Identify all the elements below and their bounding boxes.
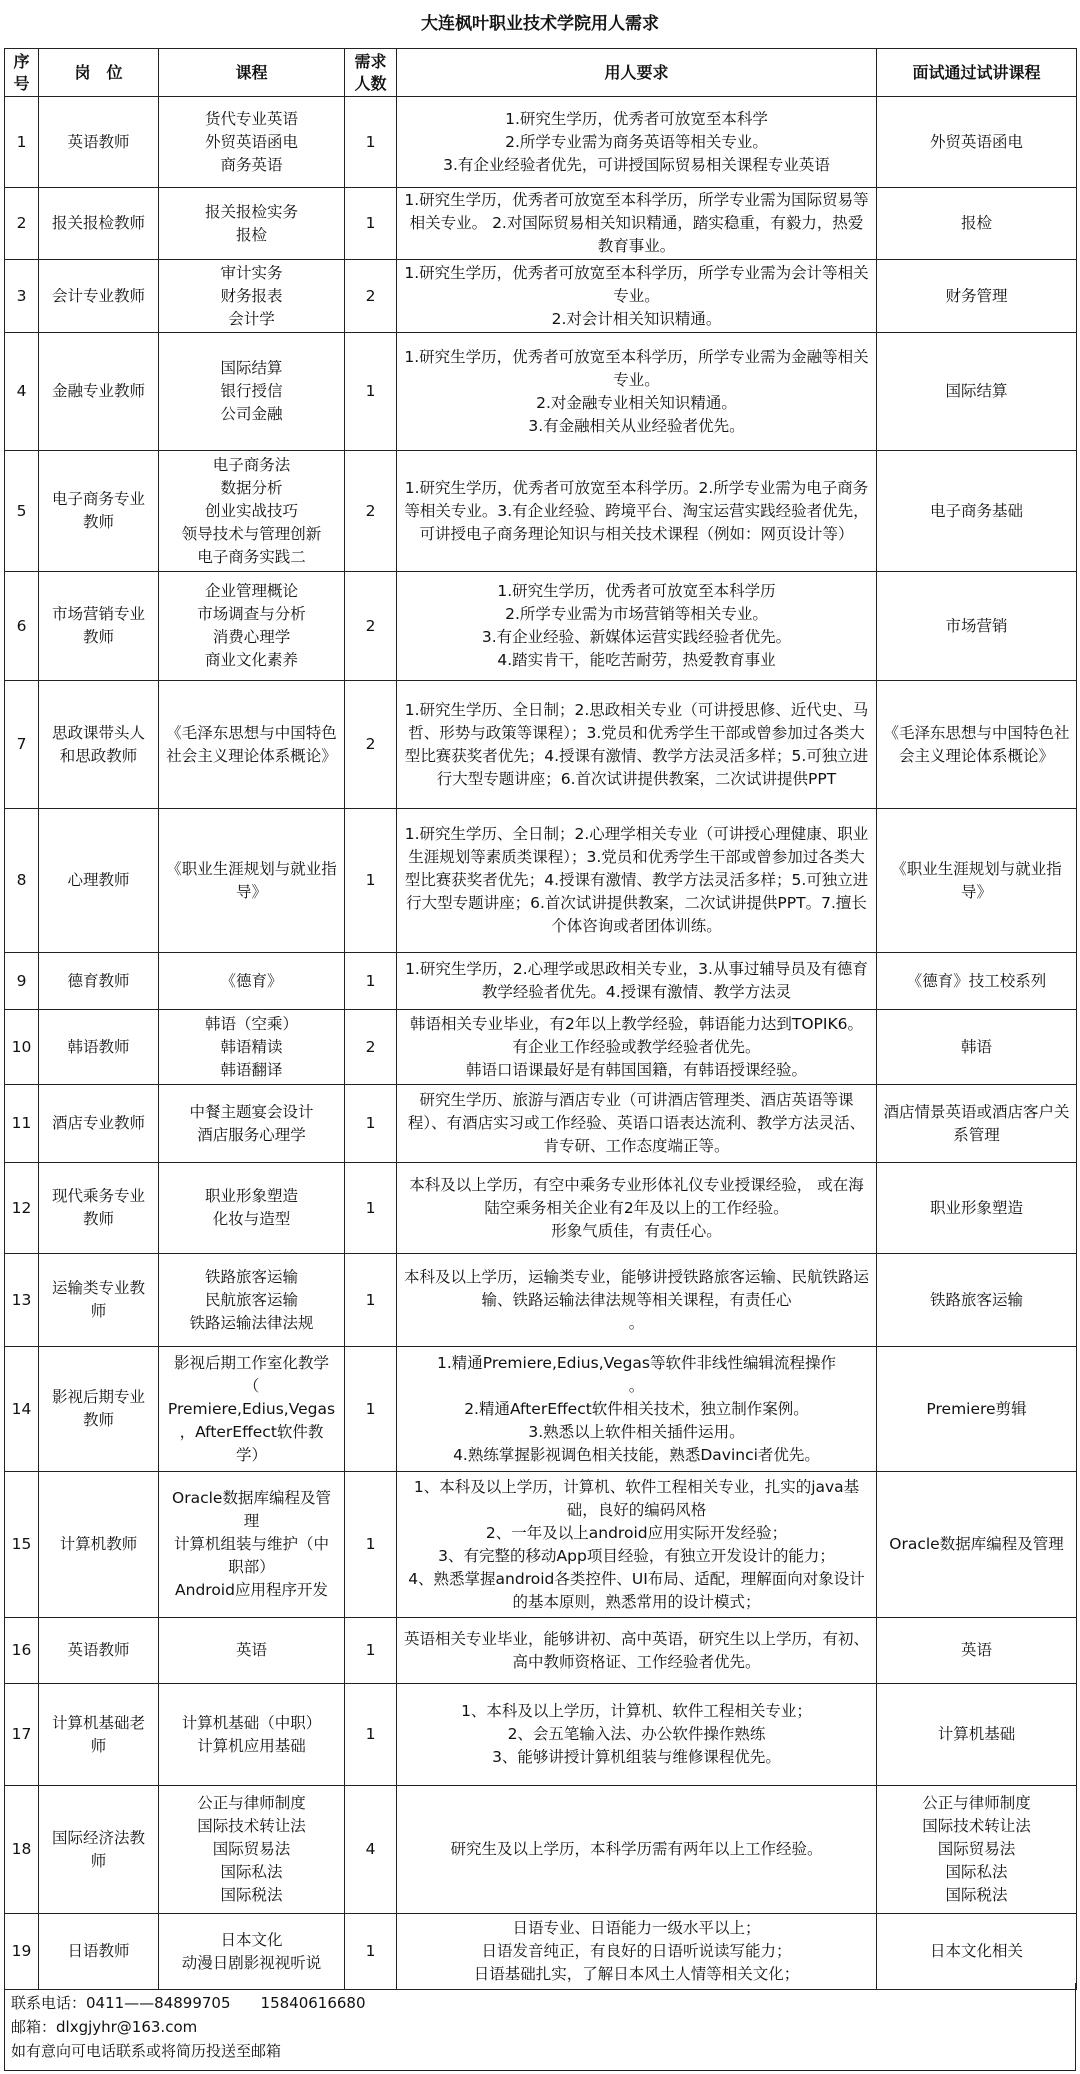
table-row bbox=[5, 1618, 1077, 1684]
table-row bbox=[5, 1472, 1077, 1618]
row-index: 4 bbox=[5, 333, 39, 451]
row-index: 8 bbox=[5, 809, 39, 953]
row-count: 1 bbox=[345, 953, 397, 1010]
row-courses: 影视后期工作室化教学 （ Premiere,Edius,Vegas ，AfterEffect软件教 学） bbox=[159, 1347, 345, 1472]
row-index: 18 bbox=[5, 1786, 39, 1914]
row-index: 11 bbox=[5, 1085, 39, 1163]
row-trial-course: 计算机基础 bbox=[877, 1684, 1077, 1786]
row-requirements: 1.研究生学历、全日制；2.心理学相关专业（可讲授心理健康、职业生涯规划等素质类课程）；3.党员和优秀学生干部或曾参加过各类大型比赛获奖者优先；4.授课有激情、教学方法灵活多样；5.可独立进行大型专题讲座；6.首次试讲提供教案，二次试讲提供PPT。7.擅长个体咨询或者团体训练。 bbox=[397, 809, 877, 953]
row-count: 4 bbox=[345, 1786, 397, 1914]
row-index: 7 bbox=[5, 681, 39, 809]
row-requirements: 本科及以上学历，运输类专业，能够讲授铁路旅客运输、民航铁路运输、铁路运输法律法规等相关课程，有责任心 。 bbox=[397, 1254, 877, 1347]
row-requirements: 韩语相关专业毕业，有2年以上教学经验，韩语能力达到TOPIK6。有企业工作经验或教学经验者优先。 韩语口语课最好是有韩国国籍，有韩语授课经验。 bbox=[397, 1010, 877, 1085]
table-row bbox=[5, 1786, 1077, 1914]
row-trial-course: 报检 bbox=[877, 188, 1077, 260]
row-courses: Oracle数据库编程及管 理 计算机组装与维护（中 职部） Android应用程序开发 bbox=[159, 1472, 345, 1618]
row-trial-course: 国际结算 bbox=[877, 333, 1077, 451]
row-count: 2 bbox=[345, 681, 397, 809]
table-row bbox=[5, 953, 1077, 1010]
row-position: 报关报检教师 bbox=[39, 188, 159, 260]
table-row bbox=[5, 1684, 1077, 1786]
row-trial-course: 电子商务基础 bbox=[877, 451, 1077, 572]
row-courses: 英语 bbox=[159, 1618, 345, 1684]
row-courses: 报关报检实务 报检 bbox=[159, 188, 345, 260]
row-index: 6 bbox=[5, 572, 39, 681]
row-courses: 货代专业英语 外贸英语函电 商务英语 bbox=[159, 97, 345, 188]
row-courses: 《职业生涯规划与就业指导》 bbox=[159, 809, 345, 953]
row-position: 英语教师 bbox=[39, 1618, 159, 1684]
row-count: 1 bbox=[345, 1684, 397, 1786]
row-courses: 中餐主题宴会设计 酒店服务心理学 bbox=[159, 1085, 345, 1163]
row-trial-course: 《德育》技工校系列 bbox=[877, 953, 1077, 1010]
row-requirements: 研究生学历、旅游与酒店专业（可讲酒店管理类、酒店英语等课程）、有酒店实习或工作经验、英语口语表达流利、教学方法灵活、肯专研、工作态度端正等。 bbox=[397, 1085, 877, 1163]
row-trial-course: 日本文化相关 bbox=[877, 1914, 1077, 1990]
row-position: 金融专业教师 bbox=[39, 333, 159, 451]
header-index: 序 号 bbox=[5, 49, 39, 97]
table-row bbox=[5, 97, 1077, 188]
document-title: 大连枫叶职业技术学院用人需求 bbox=[421, 14, 659, 34]
row-index: 10 bbox=[5, 1010, 39, 1085]
row-index: 5 bbox=[5, 451, 39, 572]
table-row bbox=[5, 1010, 1077, 1085]
row-requirements: 1.研究生学历，优秀者可放宽至本科学历，所学专业需为会计等相关专业。 2.对会计相关知识精通。 bbox=[397, 260, 877, 333]
row-index: 3 bbox=[5, 260, 39, 333]
header-count: 需求 人数 bbox=[345, 49, 397, 97]
contact-note: 如有意向可电话联系或将简历投送至邮箱 bbox=[11, 2042, 282, 2060]
row-trial-course: Premiere剪辑 bbox=[877, 1347, 1077, 1472]
row-courses: 国际结算 银行授信 公司金融 bbox=[159, 333, 345, 451]
header-courses: 课程 bbox=[159, 49, 345, 97]
row-requirements: 1.精通Premiere,Edius,Vegas等软件非线性编辑流程操作 。 2.精通AfterEffect软件相关技术，独立制作案例。 3.熟悉以上软件相关插件运用。 4.熟练掌握影视调色相关技能，熟悉Davinci者优先。 bbox=[397, 1347, 877, 1472]
row-index: 12 bbox=[5, 1163, 39, 1254]
row-index: 17 bbox=[5, 1684, 39, 1786]
table-row bbox=[5, 1914, 1077, 1990]
table-row bbox=[5, 572, 1077, 681]
row-requirements: 1、本科及以上学历，计算机、软件工程相关专业； 2、会五笔输入法、办公软件操作熟练 3、能够讲授计算机组装与维修课程优先。 bbox=[397, 1684, 877, 1786]
row-courses: 企业管理概论 市场调查与分析 消费心理学 商业文化素养 bbox=[159, 572, 345, 681]
table-row bbox=[5, 188, 1077, 260]
row-trial-course: 职业形象塑造 bbox=[877, 1163, 1077, 1254]
row-index: 14 bbox=[5, 1347, 39, 1472]
recruitment-table bbox=[4, 48, 1077, 1990]
row-requirements: 1.研究生学历，优秀者可放宽至本科学历，所学专业需为金融等相关专业。 2.对金融专业相关知识精通。 3.有金融相关从业经验者优先。 bbox=[397, 333, 877, 451]
row-requirements: 日语专业、日语能力一级水平以上； 日语发音纯正，有良好的日语听说读写能力； 日语基础扎实，了解日本风土人情等相关文化； bbox=[397, 1914, 877, 1990]
row-trial-course: Oracle数据库编程及管理 bbox=[877, 1472, 1077, 1618]
row-index: 19 bbox=[5, 1914, 39, 1990]
table-header-row bbox=[5, 49, 1077, 97]
row-trial-course: 英语 bbox=[877, 1618, 1077, 1684]
row-position: 计算机教师 bbox=[39, 1472, 159, 1618]
row-position: 酒店专业教师 bbox=[39, 1085, 159, 1163]
row-count: 1 bbox=[345, 1085, 397, 1163]
contact-footer bbox=[4, 1983, 1076, 2071]
row-trial-course: 韩语 bbox=[877, 1010, 1077, 1085]
row-index: 13 bbox=[5, 1254, 39, 1347]
row-count: 2 bbox=[345, 451, 397, 572]
row-index: 2 bbox=[5, 188, 39, 260]
row-count: 2 bbox=[345, 260, 397, 333]
row-count: 1 bbox=[345, 809, 397, 953]
row-courses: 计算机基础（中职） 计算机应用基础 bbox=[159, 1684, 345, 1786]
row-count: 2 bbox=[345, 1010, 397, 1085]
table-row bbox=[5, 1085, 1077, 1163]
row-position: 影视后期专业教师 bbox=[39, 1347, 159, 1472]
row-index: 9 bbox=[5, 953, 39, 1010]
row-trial-course: 酒店情景英语或酒店客户关系管理 bbox=[877, 1085, 1077, 1163]
row-courses: 电子商务法 数据分析 创业实战技巧 领导技术与管理创新 电子商务实践二 bbox=[159, 451, 345, 572]
row-position: 思政课带头人和思政教师 bbox=[39, 681, 159, 809]
table-row bbox=[5, 1347, 1077, 1472]
row-count: 1 bbox=[345, 1914, 397, 1990]
row-position: 心理教师 bbox=[39, 809, 159, 953]
row-requirements: 英语相关专业毕业，能够讲初、高中英语，研究生以上学历，有初、高中教师资格证、工作经验者优先。 bbox=[397, 1618, 877, 1684]
header-position: 岗 位 bbox=[39, 49, 159, 97]
header-requirements: 用人要求 bbox=[397, 49, 877, 97]
row-position: 运输类专业教师 bbox=[39, 1254, 159, 1347]
row-position: 电子商务专业教师 bbox=[39, 451, 159, 572]
table-row bbox=[5, 451, 1077, 572]
row-count: 1 bbox=[345, 1254, 397, 1347]
row-courses: 公正与律师制度 国际技术转让法 国际贸易法 国际私法 国际税法 bbox=[159, 1786, 345, 1914]
row-index: 16 bbox=[5, 1618, 39, 1684]
table-row bbox=[5, 809, 1077, 953]
row-trial-course: 市场营销 bbox=[877, 572, 1077, 681]
row-position: 英语教师 bbox=[39, 97, 159, 188]
row-position: 市场营销专业教师 bbox=[39, 572, 159, 681]
row-requirements: 1、本科及以上学历，计算机、软件工程相关专业，扎实的java基础，良好的编码风格 2、一年及以上android应用实际开发经验； 3、有完整的移动App项目经验，有独立开发设计的能力； 4、熟悉掌握android各类控件、UI布局、适配，理解面向对象设计的基本原则，熟悉常用的设计模式； bbox=[397, 1472, 877, 1618]
table-row bbox=[5, 681, 1077, 809]
row-requirements: 1.研究生学历，优秀者可放宽至本科学历 2.所学专业需为市场营销等相关专业。 3.有企业经验、新媒体运营实践经验者优先。 4.踏实肯干，能吃苦耐劳，热爱教育事业 bbox=[397, 572, 877, 681]
header-trial-course: 面试通过试讲课程 bbox=[877, 49, 1077, 97]
table-row bbox=[5, 260, 1077, 333]
row-courses: 《毛泽东思想与中国特色社会主义理论体系概论》 bbox=[159, 681, 345, 809]
row-trial-course: 《毛泽东思想与中国特色社会主义理论体系概论》 bbox=[877, 681, 1077, 809]
row-position: 会计专业教师 bbox=[39, 260, 159, 333]
row-count: 1 bbox=[345, 1347, 397, 1472]
row-courses: 职业形象塑造 化妆与造型 bbox=[159, 1163, 345, 1254]
row-count: 2 bbox=[345, 572, 397, 681]
contact-email: 邮箱：dlxgjyhr@163.com bbox=[11, 2018, 198, 2036]
row-count: 1 bbox=[345, 188, 397, 260]
row-courses: 审计实务 财务报表 会计学 bbox=[159, 260, 345, 333]
row-position: 现代乘务专业教师 bbox=[39, 1163, 159, 1254]
row-trial-course: 铁路旅客运输 bbox=[877, 1254, 1077, 1347]
row-count: 1 bbox=[345, 97, 397, 188]
table-row bbox=[5, 1163, 1077, 1254]
row-courses: 铁路旅客运输 民航旅客运输 铁路运输法律法规 bbox=[159, 1254, 345, 1347]
table-row bbox=[5, 1254, 1077, 1347]
row-index: 15 bbox=[5, 1472, 39, 1618]
table-row bbox=[5, 333, 1077, 451]
row-requirements: 1.研究生学历，2.心理学或思政相关专业，3.从事过辅导员及有德育教学经验者优先。4.授课有激情、教学方法灵 bbox=[397, 953, 877, 1010]
row-trial-course: 财务管理 bbox=[877, 260, 1077, 333]
row-index: 1 bbox=[5, 97, 39, 188]
row-requirements: 1.研究生学历、全日制；2.思政相关专业（可讲授思修、近代史、马哲、形势与政策等课程）；3.党员和优秀学生干部或曾参加过各类大型比赛获奖者优先；4.授课有激情、教学方法灵活多样；5.可独立进行大型专题讲座；6.首次试讲提供教案，二次试讲提供PPT bbox=[397, 681, 877, 809]
row-requirements: 1.研究生学历，优秀者可放宽至本科学历，所学专业需为国际贸易等相关专业。 2.对国际贸易相关知识精通，踏实稳重，有毅力，热爱教育事业。 bbox=[397, 188, 877, 260]
row-count: 1 bbox=[345, 1163, 397, 1254]
contact-phone: 联系电话：0411——84899705 15840616680 bbox=[11, 1994, 366, 2012]
row-count: 1 bbox=[345, 333, 397, 451]
row-courses: 韩语（空乘） 韩语精读 韩语翻译 bbox=[159, 1010, 345, 1085]
row-courses: 日本文化 动漫日剧影视视听说 bbox=[159, 1914, 345, 1990]
row-position: 韩语教师 bbox=[39, 1010, 159, 1085]
row-count: 1 bbox=[345, 1472, 397, 1618]
row-requirements: 1.研究生学历，优秀者可放宽至本科学历。2.所学专业需为电子商务等相关专业。3.有企业经验、跨境平台、淘宝运营实践经验者优先，可讲授电子商务理论知识与相关技术课程（例如：网页设计等） bbox=[397, 451, 877, 572]
row-position: 计算机基础老师 bbox=[39, 1684, 159, 1786]
row-requirements: 研究生及以上学历，本科学历需有两年以上工作经验。 bbox=[397, 1786, 877, 1914]
row-trial-course: 外贸英语函电 bbox=[877, 97, 1077, 188]
row-requirements: 本科及以上学历，有空中乘务专业形体礼仪专业授课经验， 或在海陆空乘务相关企业有2年及以上的工作经验。 形象气质佳，有责任心。 bbox=[397, 1163, 877, 1254]
row-trial-course: 《职业生涯规划与就业指导》 bbox=[877, 809, 1077, 953]
row-position: 国际经济法教师 bbox=[39, 1786, 159, 1914]
row-requirements: 1.研究生学历，优秀者可放宽至本科学 2.所学专业需为商务英语等相关专业。 3.有企业经验者优先，可讲授国际贸易相关课程专业英语 bbox=[397, 97, 877, 188]
row-trial-course: 公正与律师制度 国际技术转让法 国际贸易法 国际私法 国际税法 bbox=[877, 1786, 1077, 1914]
row-position: 德育教师 bbox=[39, 953, 159, 1010]
row-courses: 《德育》 bbox=[159, 953, 345, 1010]
row-position: 日语教师 bbox=[39, 1914, 159, 1990]
row-count: 1 bbox=[345, 1618, 397, 1684]
